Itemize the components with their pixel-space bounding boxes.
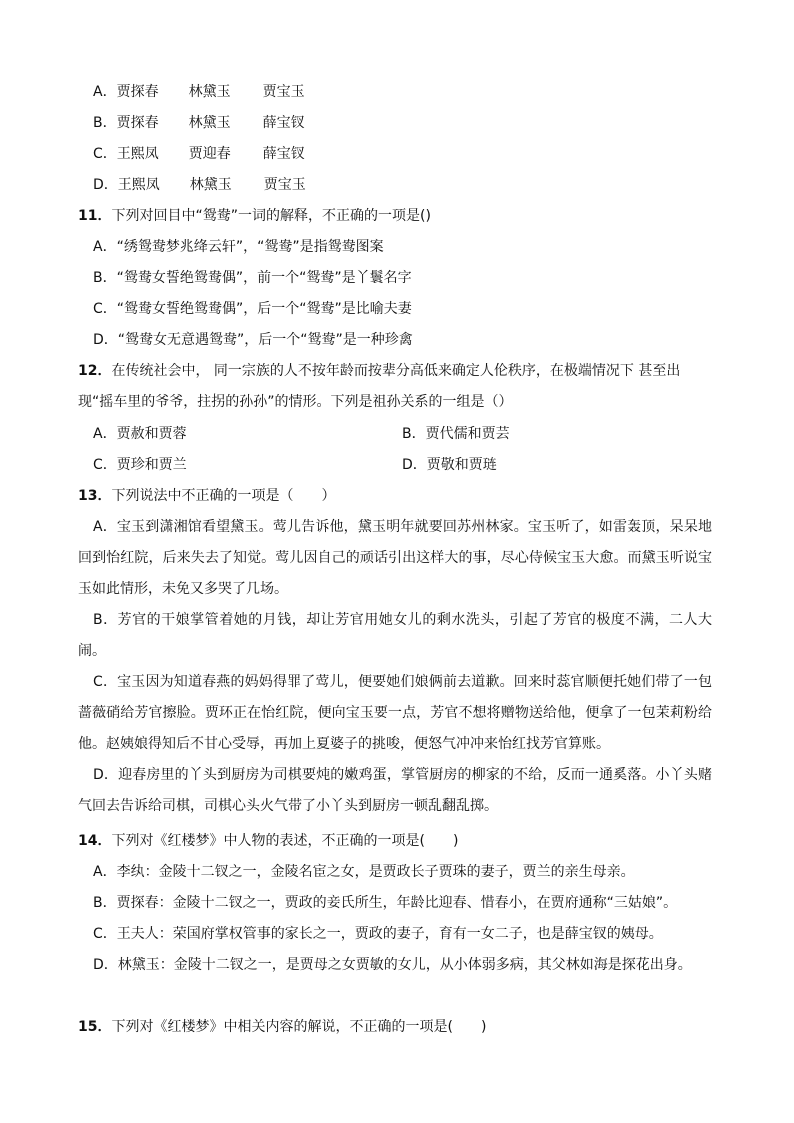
q10-option-d: D．王熙凤 林黛玉 贾宝玉 xyxy=(93,177,306,193)
q14-option-a: A．李纨：金陵十二钗之一，金陵名宦之女，是贾政长子贾珠的妻子，贾兰的亲生母亲。 xyxy=(93,864,635,880)
q13-option-d: D．迎春房里的丫头到厨房为司棋要炖的嫩鸡蛋，掌管厨房的柳家的不给，反而一通奚落。小丫头赌气回去告诉给司棋，司棋心头火气带了小丫头到厨房一顿乱翻乱掷。 xyxy=(78,767,712,814)
q13-option-b: B．芳官的干娘掌管着她的月钱，却让芳官用她女儿的剩水洗头，引起了芳官的极度不满，二人大闹。 xyxy=(78,612,712,659)
q14-option-c: C．王夫人：荣国府掌权管事的家长之一，贾政的妻子，育有一女二子，也是薛宝钗的姨母。 xyxy=(93,926,663,942)
q11-option-a: A．“绣鸳鸯梦兆绛云轩”，“鸳鸯”是指鸳鸯图案 xyxy=(93,239,384,255)
q13-option-c: C．宝玉因为知道春燕的妈妈得罪了莺儿，便要她们娘俩前去道歉。回来时蕊官顺便托她们带了一包蔷薇硝给芳官擦脸。贾环正在怡红院，便向宝玉要一点，芳官不想将赠物送给他，便拿了一包茉莉粉给他。赵姨娘得知后不甘心受辱，再加上夏婆子的挑唆，便怒气冲冲来怡红找芳官算账。 xyxy=(78,674,712,752)
q14-option-d: D．林黛玉：金陵十二钗之一，是贾母之女贾敏的女儿，从小体弱多病，其父林如海是探花出身。 xyxy=(93,957,692,973)
q14-option-b: B．贾探春：金陵十二钗之一，贾政的妾氏所生，年龄比迎春、惜春小，在贾府通称“三姑娘”。 xyxy=(93,895,678,911)
q12-stem-line2: 现“摇车里的爷爷，拄拐的孙孙”的情形。下列是祖孙关系的一组是（） xyxy=(78,394,513,410)
q13-option-a: A．宝玉到潇湘馆看望黛玉。莺儿告诉他，黛玉明年就要回苏州林家。宝玉听了，如雷轰顶，呆呆地回到怡红院，后来失去了知觉。莺儿因自己的顽话引出这样大的事，尽心侍候宝玉大愈。而黛玉听说宝玉如此情形，未免又多哭了几场。 xyxy=(78,519,712,597)
q11-option-d: D．“鸳鸯女无意遇鸳鸯”，后一个“鸳鸯”是一种珍禽 xyxy=(93,332,413,348)
q12-option-b: B．贾代儒和贾芸 xyxy=(402,426,510,442)
q14-number: 14． xyxy=(78,833,112,849)
q12-stem-line1: 12．在传统社会中， 同一宗族的人不按年龄而按辈分高低来确定人伦秩序，在极端情况下 甚至出 xyxy=(78,363,681,379)
q13-stem: 13．下列说法中不正确的一项是（ ） xyxy=(78,488,336,504)
q12-number: 12． xyxy=(78,363,112,379)
q14-stem: 14．下列对《红楼梦》中人物的表述，不正确的一项是( ) xyxy=(78,833,459,849)
q15-stem: 15．下列对《红楼梦》中相关内容的解说，不正确的一项是( ) xyxy=(78,1019,487,1035)
q12-option-a: A．贾赦和贾蓉 xyxy=(93,426,187,442)
q10-option-c: C．王熙凤 贾迎春 薛宝钗 xyxy=(93,146,305,162)
q15-number: 15． xyxy=(78,1019,112,1035)
q13-number: 13． xyxy=(78,488,112,504)
q10-option-a: A．贾探春 林黛玉 贾宝玉 xyxy=(93,84,305,100)
q11-option-b: B．“鸳鸯女誓绝鸳鸯偶”，前一个“鸳鸯”是丫鬟名字 xyxy=(93,270,412,286)
q12-option-d: D．贾敬和贾琏 xyxy=(402,457,497,473)
q10-option-b: B．贾探春 林黛玉 薛宝钗 xyxy=(93,115,305,131)
q11-stem: 11．下列对回目中“鸳鸯”一词的解释，不正确的一项是() xyxy=(78,208,431,224)
q11-option-c: C．“鸳鸯女誓绝鸳鸯偶”，后一个“鸳鸯”是比喻夫妻 xyxy=(93,301,412,317)
q12-option-c: C．贾珍和贾兰 xyxy=(93,457,187,473)
q11-number: 11． xyxy=(78,208,112,224)
